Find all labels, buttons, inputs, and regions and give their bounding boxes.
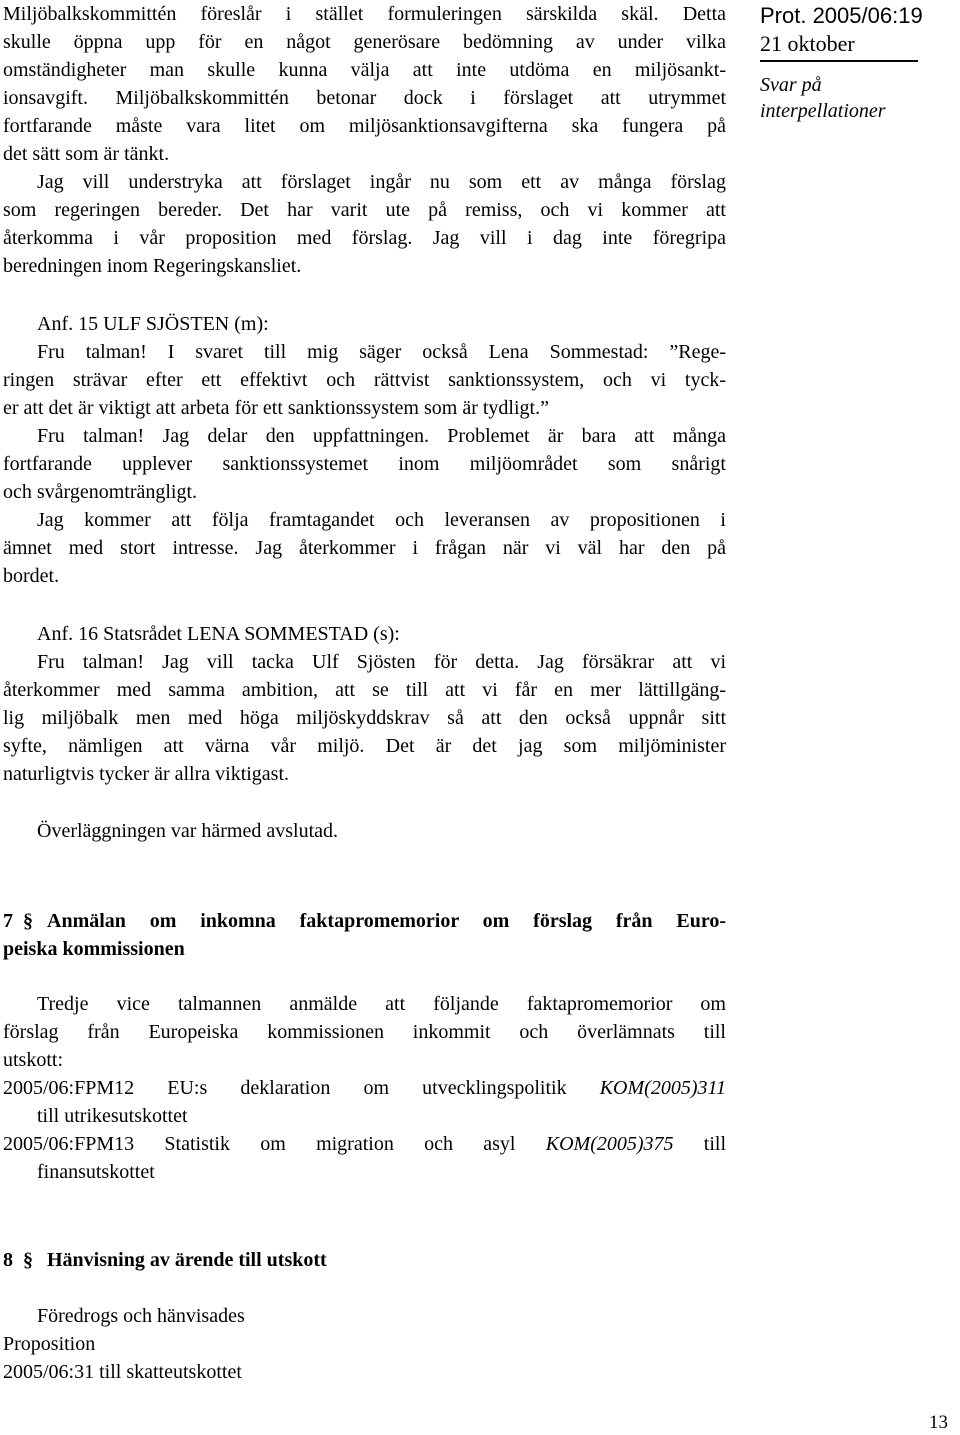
section-text-line: utskott: xyxy=(3,1049,64,1071)
fpm-reference: KOM(2005)375 xyxy=(545,1133,674,1155)
fpm-code: 2005/06:FPM13 Statistik om migration och asyl xyxy=(3,1133,516,1155)
speech-line: fortfarande upplever sanktionssystemet inom miljöområdet som snårigt xyxy=(3,453,726,475)
speech-line: Fru talman! Jag delar den uppfattningen. Problemet är bara att många xyxy=(37,425,726,447)
section-text-line: förslag från Europeiska kommissionen inkommit och överlämnats till xyxy=(3,1021,726,1043)
page-number: 13 xyxy=(929,1412,948,1433)
protocol-date: 21 oktober xyxy=(760,31,855,56)
section-title-cont: peiska kommissionen xyxy=(3,938,185,960)
fpm-committee: finansutskottet xyxy=(37,1161,155,1183)
intro-line: det sätt som är tänkt. xyxy=(3,143,170,165)
speech-line: er att det är viktigt att arbeta för ett sanktionssystem som är tydligt.” xyxy=(3,397,549,419)
intro-line: återkomma i vår proposition med förslag. Jag vill i dag inte föregripa xyxy=(3,227,726,249)
header-rule xyxy=(760,60,918,62)
fpm-tail: till xyxy=(703,1133,727,1155)
intro-line: fortfarande måste vara litet om miljösanktionsavgifterna ska fungera på xyxy=(3,115,726,137)
intro-line: Miljöbalkskommittén föreslår i stället formuleringen särskilda skäl. Detta xyxy=(3,3,726,25)
speech-line: Fru talman! I svaret till mig säger också Lena Sommestad: ”Rege- xyxy=(37,341,726,363)
speech-line: Fru talman! Jag vill tacka Ulf Sjösten för detta. Jag försäkrar att vi xyxy=(37,651,726,673)
section-mark: § xyxy=(23,1249,33,1271)
fpm-code: 2005/06:FPM12 EU:s deklaration om utvecklingspolitik xyxy=(3,1077,567,1099)
intro-line: skulle öppna upp för en något generösare bedömning av under vilka xyxy=(3,31,726,53)
speaker-heading: Anf. 16 Statsrådet LENA SOMMESTAD (s): xyxy=(37,623,400,645)
intro-line: omständigheter man skulle kunna välja att inte utdöma en miljösankt- xyxy=(3,59,726,81)
speech-line: och svårgenomträngligt. xyxy=(3,481,198,503)
speech-line: ringen strävar efter ett effektivt och rättvist sanktionssystem, och vi tyck- xyxy=(3,369,726,391)
fpm-item xyxy=(3,1130,726,1158)
section-number: 8 xyxy=(3,1249,13,1271)
speech-line: lig miljöbalk men med höga miljöskyddskrav så att den också uppnår sitt xyxy=(3,707,726,729)
intro-line: som regeringen bereder. Det har varit ute på remiss, och vi kommer att xyxy=(3,199,726,221)
section-7-heading xyxy=(3,907,726,935)
fpm-reference: KOM(2005)311 xyxy=(599,1077,726,1099)
intro-line: ionsavgift. Miljöbalkskommittén betonar dock i förslaget att utrymmet xyxy=(3,87,726,109)
speech-line: bordet. xyxy=(3,565,60,587)
speech-line: naturligtvis tycker är allra viktigast. xyxy=(3,763,290,785)
section-text-line: Föredrogs och hänvisades xyxy=(37,1305,245,1327)
section-title: Hänvisning av ärende till utskott xyxy=(47,1249,327,1271)
fpm-committee: till utrikesutskottet xyxy=(37,1105,188,1127)
speech-line: Jag kommer att följa framtagandet och leveransen av propositionen i xyxy=(37,509,726,531)
section-text-line: Tredje vice talmannen anmälde att följande faktapromemorior om xyxy=(37,993,726,1015)
speech-line: ämnet med stort intresse. Jag återkommer i frågan när vi väl har den på xyxy=(3,537,726,559)
intro-line: beredningen inom Regeringskansliet. xyxy=(3,255,302,277)
fpm-item xyxy=(3,1074,726,1102)
margin-header xyxy=(760,2,955,124)
section-title: Anmälan om inkomna faktapromemorior om förslag från Euro- xyxy=(47,910,726,932)
section-text-line: 2005/06:31 till skatteutskottet xyxy=(3,1361,242,1383)
section-8-heading xyxy=(3,1246,726,1274)
speech-line: återkommer med samma ambition, att se till att vi får en mer lättillgäng- xyxy=(3,679,726,701)
closing-statement: Överläggningen var härmed avslutad. xyxy=(37,820,339,842)
section-mark: § xyxy=(23,910,33,932)
section-label-line1: Svar på xyxy=(760,74,822,96)
speaker-heading: Anf. 15 ULF SJÖSTEN (m): xyxy=(37,313,269,335)
section-number: 7 xyxy=(3,910,13,932)
section-label-line2: interpellationer xyxy=(760,100,886,122)
speech-line: syfte, nämligen att värna vår miljö. Det är det jag som miljöminister xyxy=(3,735,726,757)
section-text-line: Proposition xyxy=(3,1333,96,1355)
intro-line: Jag vill understryka att förslaget ingår nu som ett av många förslag xyxy=(37,171,726,193)
protocol-number: Prot. 2005/06:19 xyxy=(760,3,923,28)
